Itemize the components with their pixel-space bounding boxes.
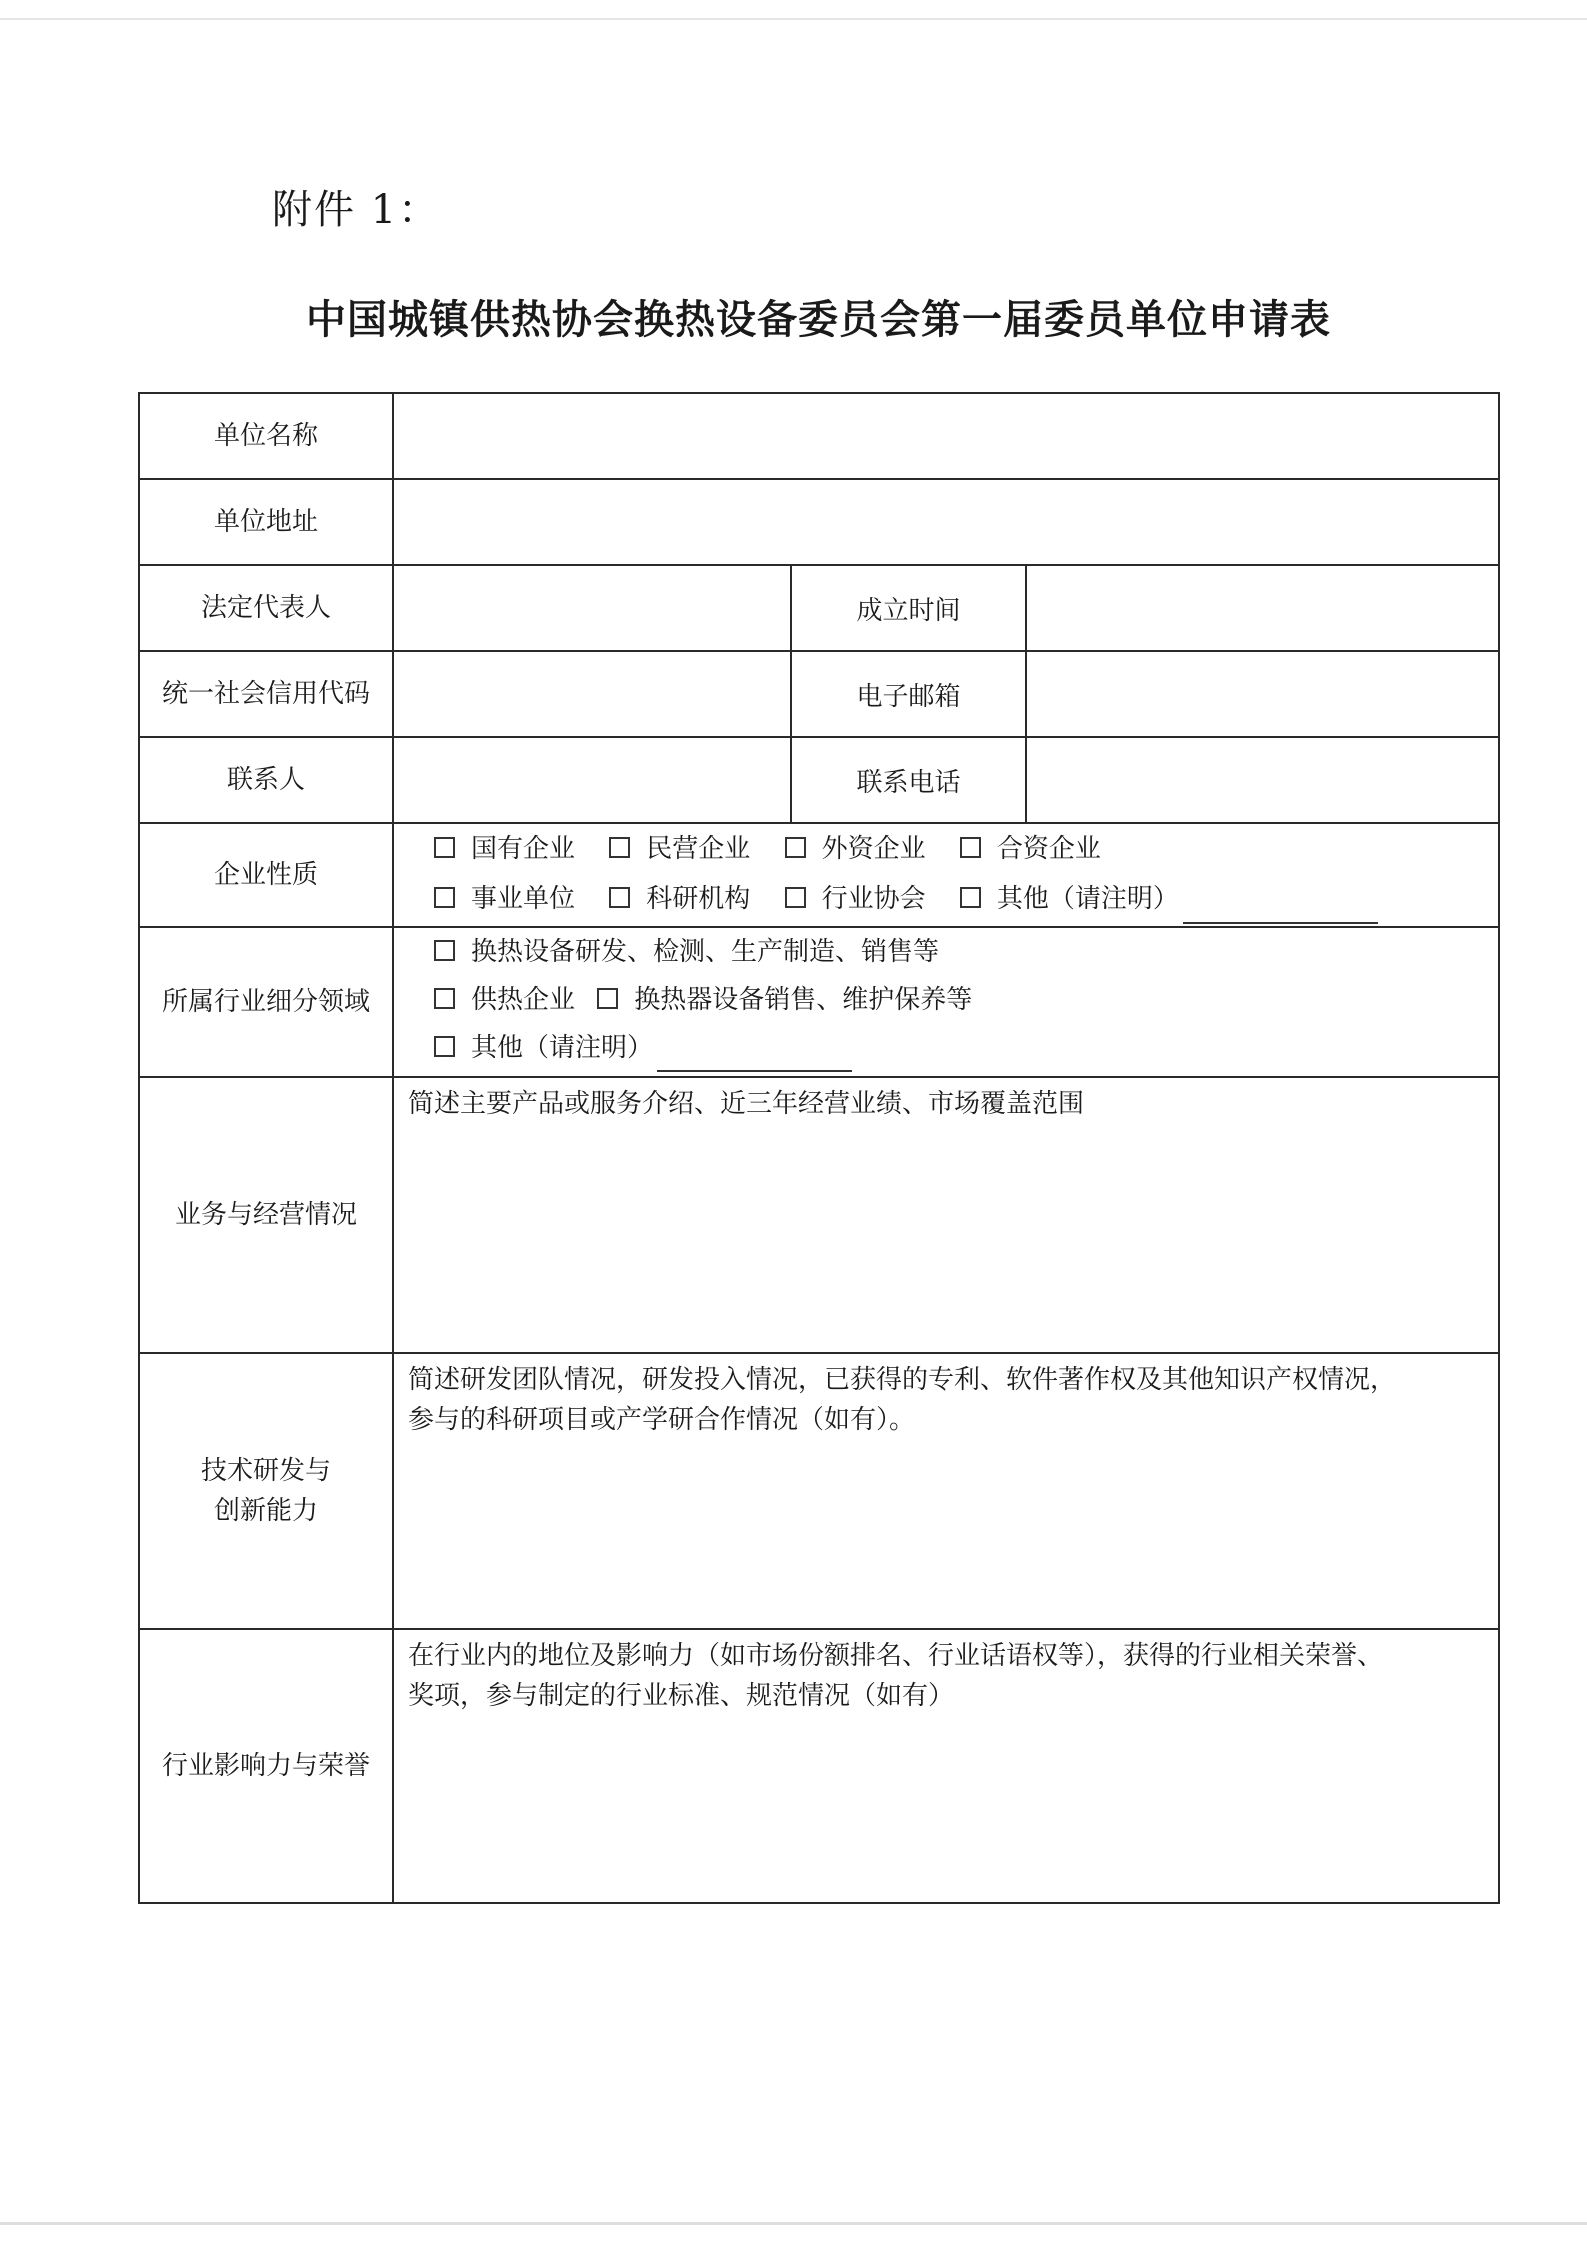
option-foreign[interactable]: 外资企业 [785,824,926,874]
legal-rep-label: 法定代表人 [140,566,394,650]
row-credit-code [138,650,1500,736]
scan-edge-top [0,18,1587,20]
row-unit-address [138,478,1500,564]
option-research[interactable]: 科研机构 [609,874,750,924]
checkbox-icon[interactable] [434,837,455,858]
checkbox-icon[interactable] [434,887,455,908]
option-state-owned[interactable]: 国有企业 [434,824,575,874]
tech-hint-line1: 简述研发团队情况，研发投入情况，已获得的专利、软件著作权及其他知识产权情况， [408,1365,1397,1395]
influence-hint-line2: 奖项，参与制定的行业标准、规范情况（如有） [408,1681,955,1711]
option-private[interactable]: 民营企业 [609,824,750,874]
option-maintenance[interactable]: 换热器设备销售、维护保养等 [597,976,972,1024]
influence-hint-line1: 在行业内的地位及影响力（如市场份额排名、行业话语权等），获得的行业相关荣誉、 [408,1641,1384,1671]
option-association[interactable]: 行业协会 [785,874,926,924]
row-legal-rep [138,564,1500,650]
business-hint: 简述主要产品或服务介绍、近三年经营业绩、市场覆盖范围 [408,1089,1085,1119]
contact-field[interactable] [394,738,790,822]
influence-label: 行业影响力与荣誉 [140,1630,394,1902]
option-heating[interactable]: 供热企业 [434,976,575,1024]
contact-label: 联系人 [140,738,394,822]
checkbox-icon[interactable] [785,887,806,908]
row-nature [138,822,1500,926]
credit-code-field[interactable] [394,652,790,736]
tech-hint-line2: 参与的科研项目或产学研合作情况（如有）。 [408,1405,916,1435]
row-business [138,1076,1500,1352]
unit-name-label: 单位名称 [140,394,394,478]
other-specify-blank[interactable] [1183,892,1378,924]
business-label: 业务与经营情况 [140,1078,394,1352]
row-influence [138,1628,1500,1904]
option-institution[interactable]: 事业单位 [434,874,575,924]
checkbox-icon[interactable] [960,887,981,908]
attachment-label: 附件 1： [272,187,441,233]
tech-label-line2: 创新能力 [213,1496,318,1526]
unit-address-field[interactable] [394,480,1498,564]
industry-other-blank[interactable] [657,1040,852,1072]
email-field[interactable] [1027,652,1498,736]
checkbox-icon[interactable] [434,988,455,1009]
form-title: 中国城镇供热协会换热设备委员会第一届委员单位申请表 [306,297,1331,343]
phone-label: 联系电话 [790,738,1027,822]
checkbox-icon[interactable] [434,1036,455,1057]
option-industry-other[interactable]: 其他（请注明） [434,1024,852,1072]
checkbox-icon[interactable] [609,837,630,858]
credit-code-label: 统一社会信用代码 [140,652,394,736]
row-industry [138,926,1500,1076]
nature-options [394,824,1498,926]
option-rd[interactable]: 换热设备研发、检测、生产制造、销售等 [434,928,939,976]
checkbox-icon[interactable] [785,837,806,858]
industry-options [394,928,1498,1076]
row-tech [138,1352,1500,1628]
business-field[interactable] [394,1078,1498,1352]
tech-label-line1: 技术研发与 [200,1456,331,1486]
checkbox-icon[interactable] [960,837,981,858]
scan-edge-bottom [0,2222,1587,2225]
option-other[interactable]: 其他（请注明） [960,874,1378,924]
option-joint[interactable]: 合资企业 [960,824,1101,874]
established-label: 成立时间 [790,566,1027,650]
tech-field[interactable] [394,1354,1498,1628]
application-form [138,392,1500,1904]
unit-name-field[interactable] [394,394,1498,478]
phone-field[interactable] [1027,738,1498,822]
legal-rep-field[interactable] [394,566,790,650]
nature-label: 企业性质 [140,824,394,926]
influence-field[interactable] [394,1630,1498,1902]
established-field[interactable] [1027,566,1498,650]
unit-address-label: 单位地址 [140,480,394,564]
row-unit-name [138,392,1500,478]
checkbox-icon[interactable] [434,940,455,961]
checkbox-icon[interactable] [609,887,630,908]
tech-label [140,1354,394,1628]
industry-label: 所属行业细分领域 [140,928,394,1076]
checkbox-icon[interactable] [597,988,618,1009]
row-contact [138,736,1500,822]
email-label: 电子邮箱 [790,652,1027,736]
